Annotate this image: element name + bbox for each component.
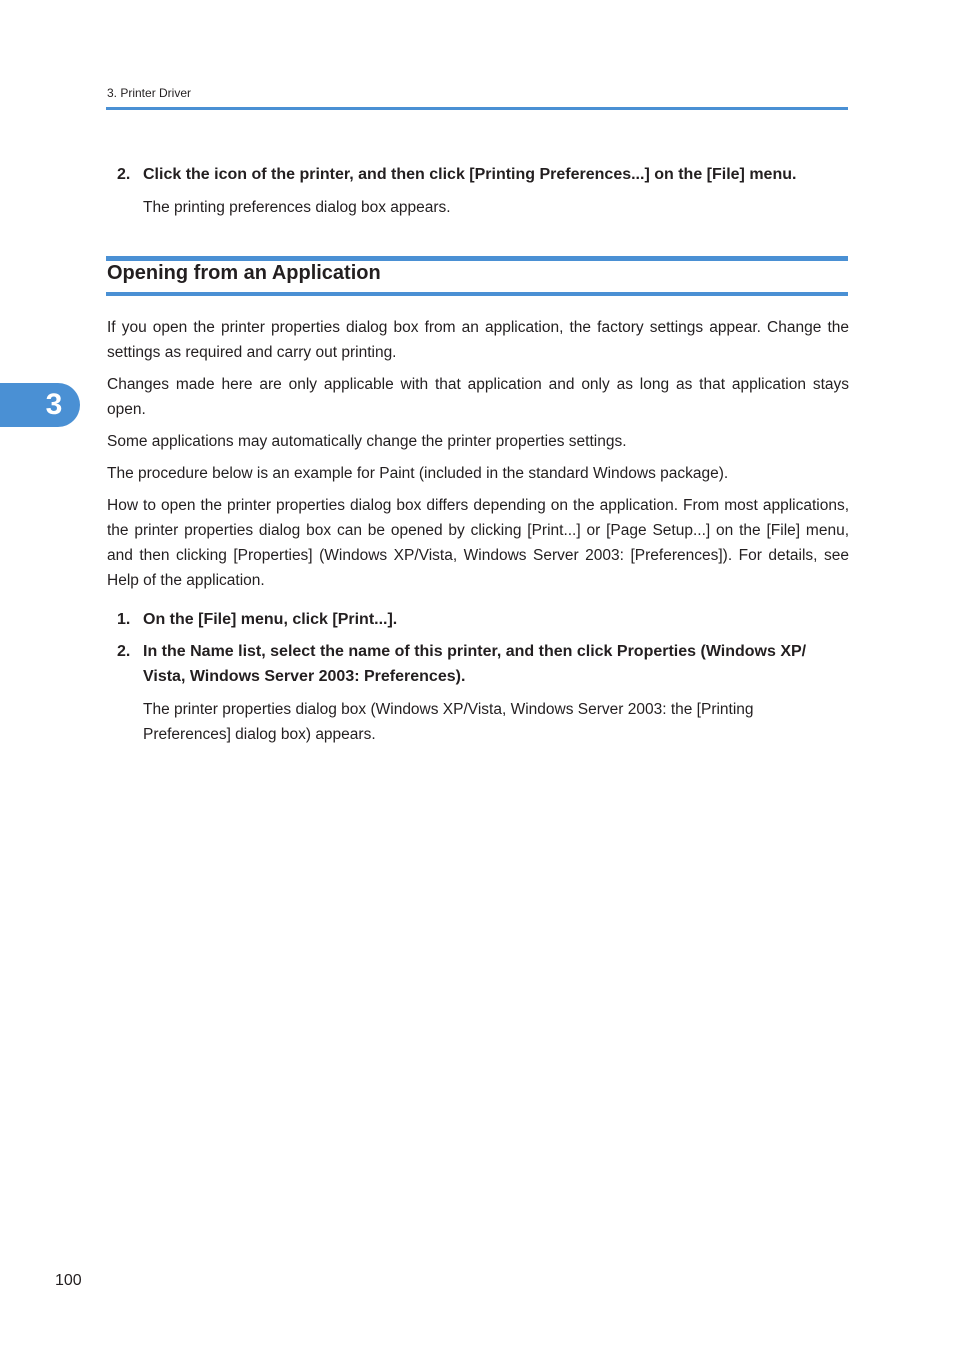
step-number: 2. (117, 643, 131, 660)
section-top-rule (106, 256, 848, 261)
step-top-2 (117, 162, 843, 187)
chapter-tab: 3 (0, 383, 80, 427)
step-text: Click the icon of the printer, and then click [Printing Preferences...] on the [File] menu. (143, 166, 797, 183)
page-number: 100 (55, 1272, 82, 1289)
header-rule (106, 107, 848, 110)
running-header: 3. Printer Driver (107, 86, 192, 100)
step-number: 2. (117, 166, 131, 183)
section-bottom-rule (106, 292, 848, 296)
step-text: On the [File] menu, click [Print...]. (143, 611, 398, 628)
paragraph-2: Changes made here are only applicable with that application and only as long as that application stays open. (107, 376, 849, 418)
step-number: 1. (117, 611, 131, 628)
step-2-body: The printer properties dialog box (Windows XP/Vista, Windows Server 2003: the [Printing Preferences] dialog box) appears. (143, 701, 754, 743)
paragraph-5: How to open the printer properties dialog box differs depending on the application. From most applications, the printer properties dialog box can be opened by clicking [Print...] or [Page Setup...] on the [File] menu, and then clicking [Properties] (Windows XP/Vista, Windows Server 2003: [Preferences]). For details, see Help of the application. (107, 497, 849, 589)
step-1 (117, 607, 843, 632)
paragraph-4: The procedure below is an example for Paint (included in the standard Windows package). (107, 465, 729, 482)
step-top-2-body: The printing preferences dialog box appears. (143, 199, 451, 216)
section-title: Opening from an Application (107, 262, 381, 284)
paragraph-1: If you open the printer properties dialog box from an application, the factory settings appear. Change the settings as required and carry out printing. (107, 319, 849, 361)
paragraph-3: Some applications may automatically change the printer properties settings. (107, 433, 627, 450)
step-text: In the Name list, select the name of this printer, and then click Properties (Windows XP/ Vista, Windows Server 2003: Preferences). (143, 643, 807, 685)
step-2 (117, 639, 833, 689)
